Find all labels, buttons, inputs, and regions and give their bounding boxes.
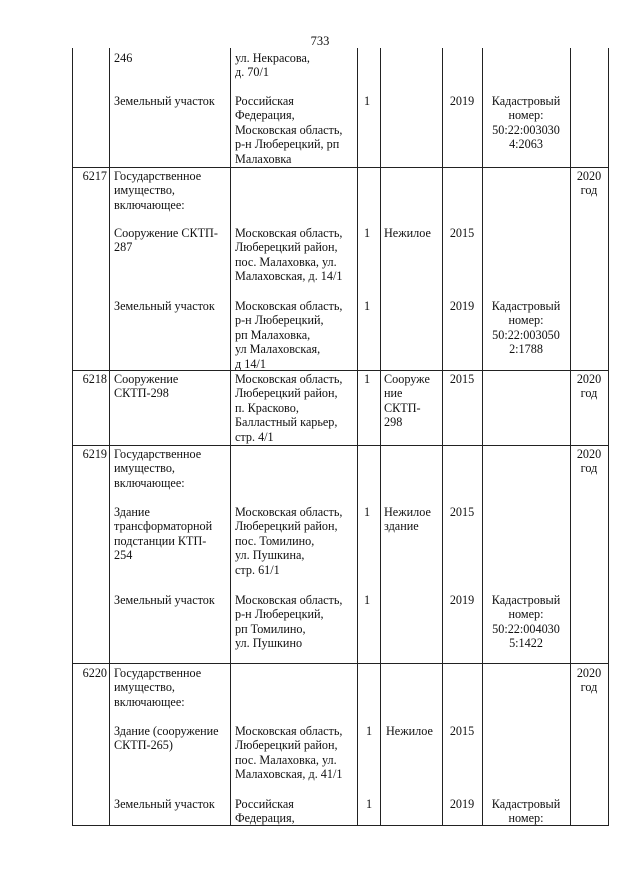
row-number: 6219 — [82, 447, 107, 461]
item-quantity: 1 — [366, 724, 373, 738]
item-name: Земельный участок — [114, 299, 215, 313]
item-name: Земельный участок — [114, 593, 215, 607]
item-quantity: 1 — [364, 505, 371, 519]
item-quantity: 1 — [364, 94, 371, 108]
item-purpose: Нежилое здание — [384, 505, 431, 534]
grid-row-line — [72, 663, 609, 664]
item-note: Кадастровый номер: 50:22:003030 4:2063 — [491, 94, 561, 152]
item-note: Кадастровый номер: — [491, 797, 561, 826]
grid-col-line — [482, 48, 483, 826]
item-address: Московская область, Люберецкий район, пос. Малаховка, ул. Малаховская, д. 14/1 — [235, 226, 343, 284]
row-number: 6217 — [82, 169, 107, 183]
item-quantity: 1 — [364, 299, 371, 313]
page-number: 733 — [310, 34, 330, 48]
item-address: Московская область, Люберецкий район, п. Красково, Балластный карьер, стр. 4/1 — [235, 372, 343, 444]
item-name: Сооружение СКТП- 287 — [114, 226, 218, 255]
item-name: Государственное имущество, включающее: — [114, 169, 202, 212]
item-year: 2015 — [449, 724, 475, 738]
grid-col-line — [72, 48, 73, 826]
item-quantity: 1 — [364, 372, 371, 386]
item-purpose: Нежилое — [386, 724, 433, 738]
item-year: 2015 — [449, 372, 475, 386]
row-year-registered: 2020 год — [576, 372, 602, 401]
item-name: Сооружение СКТП-298 — [114, 372, 179, 401]
item-purpose: Нежилое — [384, 226, 431, 240]
item-year: 2019 — [449, 299, 475, 313]
item-address: Московская область, Люберецкий район, пос. Томилино, ул. Пушкина, стр. 61/1 — [235, 505, 343, 577]
grid-col-line — [570, 48, 571, 826]
row-year-registered: 2020 год — [576, 666, 602, 695]
item-name: Государственное имущество, включающее: — [114, 447, 202, 490]
item-note: Кадастровый номер: 50:22:003050 2:1788 — [491, 299, 561, 357]
grid-col-line — [380, 48, 381, 826]
item-year: 2019 — [449, 797, 475, 811]
row-year-registered: 2020 год — [576, 447, 602, 476]
row-number: 6220 — [82, 666, 107, 680]
item-name: Земельный участок — [114, 797, 215, 811]
item-year: 2019 — [449, 593, 475, 607]
item-address: Московская область, р-н Люберецкий, рп Томилино, ул. Пушкино — [235, 593, 343, 651]
item-quantity: 1 — [364, 226, 371, 240]
row-year-registered: 2020 год — [576, 169, 602, 198]
item-year: 2015 — [449, 505, 475, 519]
item-purpose: Сооруже ние СКТП- 298 — [384, 372, 430, 430]
grid-col-line — [608, 48, 609, 826]
grid-col-line — [109, 48, 110, 826]
grid-col-line — [442, 48, 443, 826]
item-name: Здание (сооружение СКТП-265) — [114, 724, 219, 753]
item-quantity: 1 — [364, 593, 371, 607]
grid-col-line — [230, 48, 231, 826]
item-name: Земельный участок — [114, 94, 215, 108]
item-address: ул. Некрасова, д. 70/1 — [235, 51, 310, 80]
item-year: 2019 — [449, 94, 475, 108]
item-name: 246 — [114, 51, 133, 65]
item-name: Здание трансформаторной подстанции КТП- 254 — [114, 505, 213, 563]
item-address: Российская Федерация, Московская область, р-н Люберецкий, рп Малаховка — [235, 94, 343, 166]
row-number: 6218 — [82, 372, 107, 386]
item-note: Кадастровый номер: 50:22:004030 5:1422 — [491, 593, 561, 651]
item-quantity: 1 — [366, 797, 373, 811]
grid-col-line — [357, 48, 358, 826]
item-address: Московская область, р-н Люберецкий, рп Малаховка, ул Малаховская, д 14/1 — [235, 299, 343, 371]
item-address: Московская область, Люберецкий район, пос. Малаховка, ул. Малаховская, д. 41/1 — [235, 724, 343, 782]
item-name: Государственное имущество, включающее: — [114, 666, 202, 709]
item-address: Российская Федерация, — [235, 797, 295, 826]
item-year: 2015 — [449, 226, 475, 240]
